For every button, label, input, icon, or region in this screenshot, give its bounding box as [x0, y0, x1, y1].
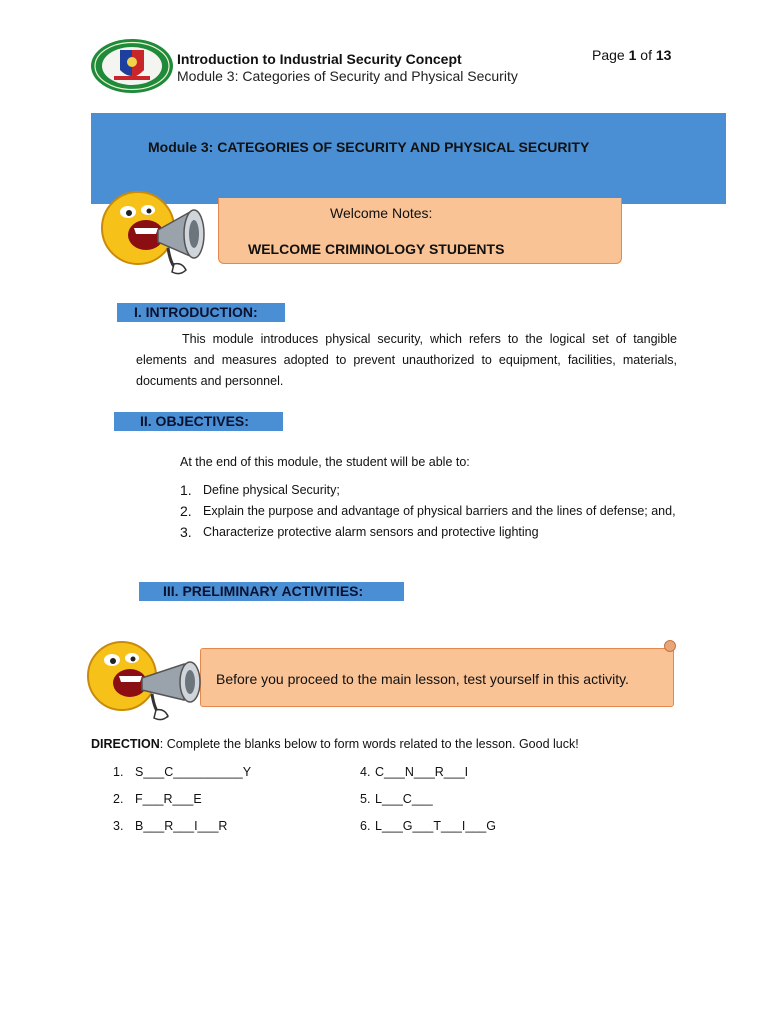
welcome-message: WELCOME CRIMINOLOGY STUDENTS — [248, 241, 505, 257]
page-number: Page 1 of 13 — [592, 47, 672, 63]
introduction-paragraph: This module introduces physical security, which refers to the logical set of tangible elements and measures adopted to prevent unauthorized to equipment, facilities, materials, documents and personnel. — [136, 332, 677, 388]
blank-word-item: S___C__________Y — [135, 765, 252, 779]
blank-word-item: B___R___I___R — [135, 819, 228, 833]
blank-item-number: 5. — [360, 792, 371, 806]
objective-number: 2. — [180, 503, 192, 519]
blank-item-number: 1. — [113, 765, 124, 779]
direction-label: DIRECTION — [91, 737, 160, 751]
introduction-heading: I. INTRODUCTION: — [117, 303, 285, 322]
blank-item-number: 4. — [360, 765, 371, 779]
blank-item-number: 2. — [113, 792, 124, 806]
objective-item — [180, 523, 676, 544]
objectives-intro: At the end of this module, the student will be able to: — [180, 455, 470, 469]
preliminary-activities-heading: III. PRELIMINARY ACTIVITIES: — [139, 582, 404, 601]
blank-item-number: 6. — [360, 819, 371, 833]
objective-number: 1. — [180, 482, 192, 498]
blank-word-item: C___N___R___I — [375, 765, 469, 779]
activity-instruction: Before you proceed to the main lesson, test yourself in this activity. — [216, 671, 629, 687]
objectives-heading: II. OBJECTIVES: — [114, 412, 283, 431]
scroll-curl-decoration — [664, 640, 676, 652]
blank-word-item: L___G___T___I___G — [375, 819, 496, 833]
shouting-emoji-megaphone-icon — [86, 638, 226, 733]
objective-text: Define physical Security; — [203, 483, 340, 497]
objective-text: Characterize protective alarm sensors and protective lighting — [203, 525, 539, 539]
module-banner-title: Module 3: CATEGORIES OF SECURITY AND PHYSICAL SECURITY — [148, 139, 590, 155]
blank-item-number: 3. — [113, 819, 124, 833]
objective-text: Explain the purpose and advantage of physical barriers and the lines of defense; and, — [203, 504, 676, 518]
welcome-notes-label: Welcome Notes: — [330, 205, 433, 221]
objective-item — [180, 481, 676, 502]
objectives-list — [180, 481, 676, 544]
objective-item — [180, 502, 676, 523]
document-module-subtitle: Module 3: Categories of Security and Physical Security — [177, 68, 518, 84]
direction-line — [91, 737, 579, 751]
document-course-title: Introduction to Industrial Security Concept — [177, 51, 462, 67]
blank-word-item: L___C___ — [375, 792, 433, 806]
blank-word-item: F___R___E — [135, 792, 202, 806]
school-seal-logo — [90, 38, 174, 94]
objective-number: 3. — [180, 524, 192, 540]
shouting-emoji-megaphone-icon — [98, 190, 238, 285]
direction-text: : Complete the blanks below to form words related to the lesson. Good luck! — [159, 737, 579, 751]
